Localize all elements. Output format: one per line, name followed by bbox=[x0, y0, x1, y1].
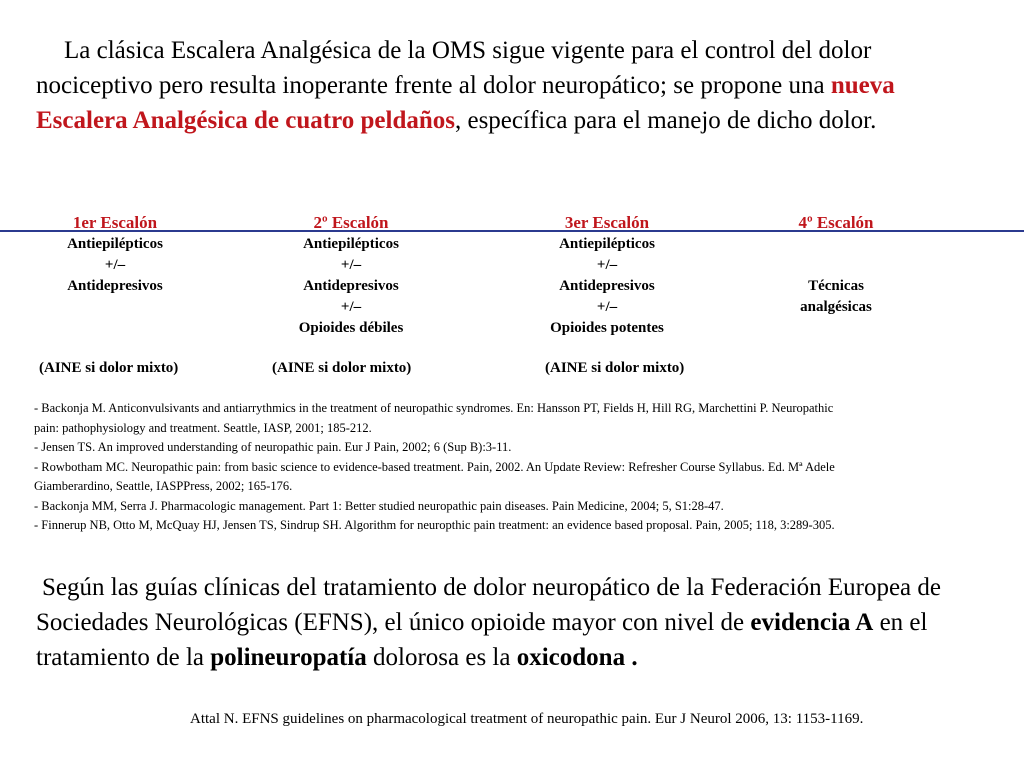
step-line: +/– bbox=[340, 257, 362, 273]
ladder-step-4 bbox=[766, 212, 906, 318]
reference-line: - Backonja MM, Serra J. Pharmacologic management. Part 1: Better studied neuropathic pain diseases. Pain Medicine, 2004; 5, S1:28-47. bbox=[34, 498, 724, 513]
ladder-step-2 bbox=[276, 212, 426, 339]
reference-line: - Jensen TS. An improved understanding of neuropathic pain. Eur J Pain, 2002; 6 (Sup B):3-11. bbox=[34, 440, 512, 454]
step-line: Antidepresivos bbox=[559, 278, 655, 294]
reference-line: Giamberardino, Seattle, IASPPress, 2002; 165-176. bbox=[34, 479, 293, 493]
efns-paragraph bbox=[36, 570, 1006, 675]
step-line: Técnicas bbox=[808, 278, 864, 294]
step-line: Antiepilépticos bbox=[303, 236, 399, 252]
step-line-spacer bbox=[766, 234, 906, 255]
step-title: 3er Escalón bbox=[564, 213, 650, 232]
step-line: +/– bbox=[104, 257, 126, 273]
step-line: Antiepilépticos bbox=[559, 236, 655, 252]
step-line: Antidepresivos bbox=[303, 278, 399, 294]
step-line: +/– bbox=[340, 299, 362, 315]
efns-condition: polineuropatía bbox=[210, 644, 367, 671]
ladder-step-3 bbox=[532, 212, 682, 339]
step-line: +/– bbox=[596, 257, 618, 273]
reference-line: - Rowbotham MC. Neuropathic pain: from basic science to evidence-based treatment. Pain, 2002. An Update Review: Refresher Course Syllabus. Ed. Mª Adele bbox=[34, 459, 835, 474]
step-line: Opioides potentes bbox=[550, 320, 664, 336]
references-list bbox=[34, 399, 994, 536]
reference-line: pain: pathophysiology and treatment. Seattle, IASP, 2001; 185-212. bbox=[34, 420, 372, 435]
aine-note-step-2: (AINE si dolor mixto) bbox=[272, 360, 412, 376]
reference-line: - Backonja M. Anticonvulsivants and antiarrythmics in the treatment of neuropathic syndromes. En: Hansson PT, Fields H, Hill RG, Marchettini P. Neuropathic bbox=[34, 401, 834, 415]
step-line: Opioides débiles bbox=[298, 320, 404, 336]
intro-highlight: nueva Escalera Analgésica de cuatro peldaños bbox=[36, 72, 895, 134]
efns-text-mid2: dolorosa es la bbox=[366, 644, 517, 671]
step-title: 2º Escalón bbox=[313, 213, 389, 232]
reference-line: - Finnerup NB, Otto M, McQuay HJ, Jensen TS, Sindrup SH. Algorithm for neuropthic pain treatment: an evidence based proposal. Pain, 2005; 118, 3:289-305. bbox=[34, 518, 835, 532]
efns-text-mid: en el tratamiento de la bbox=[36, 609, 928, 671]
efns-evidence-level: evidencia A bbox=[750, 609, 874, 636]
efns-text-start: Según las guías clínicas del tratamiento de dolor neuropático de la Federación Europea de Sociedades Neurológicas (EFNS), el único opioide mayor con nivel de bbox=[36, 574, 941, 636]
intro-text-end: , específica para el manejo de dicho dolor. bbox=[454, 107, 877, 134]
step-line: +/– bbox=[596, 299, 618, 315]
intro-paragraph bbox=[36, 33, 986, 138]
step-title: 1er Escalón bbox=[72, 213, 158, 232]
aine-note-step-3: (AINE si dolor mixto) bbox=[545, 360, 685, 376]
step-line: analgésicas bbox=[800, 299, 872, 315]
step-line: Antiepilépticos bbox=[67, 236, 163, 252]
ladder-step-1 bbox=[40, 212, 190, 297]
efns-drug: oxicodona . bbox=[516, 644, 638, 671]
intro-text-start: La clásica Escalera Analgésica de la OMS sigue vigente para el control del dolor nociceptivo pero resulta inoperante frente al dolor neuropático; se propone una bbox=[36, 37, 872, 99]
step-title: 4º Escalón bbox=[798, 213, 874, 232]
step-line-spacer bbox=[766, 255, 906, 276]
efns-citation: Attal N. EFNS guidelines on pharmacological treatment of neuropathic pain. Eur J Neurol 2006, 13: 1153-1169. bbox=[190, 711, 864, 727]
aine-note-step-1: (AINE si dolor mixto) bbox=[39, 360, 179, 376]
step-line: Antidepresivos bbox=[67, 278, 163, 294]
